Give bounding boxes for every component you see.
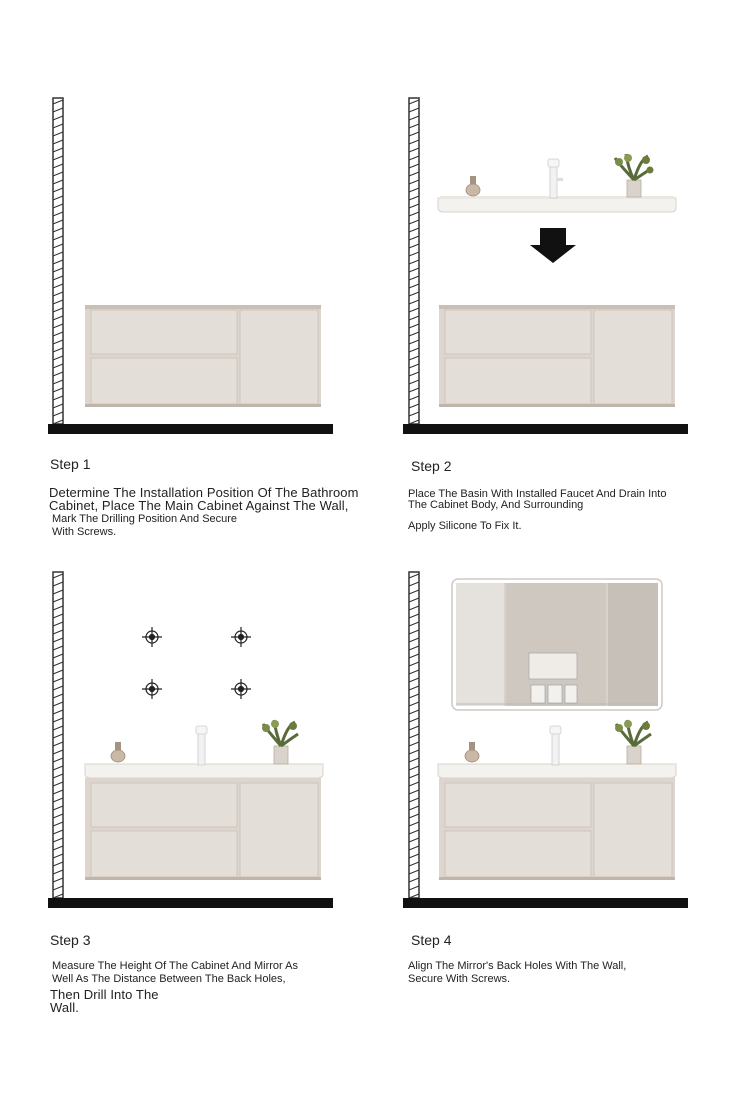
step-4-line-2: Secure With Screws. — [408, 973, 511, 985]
step-2-title: Step 2 — [411, 458, 452, 474]
step-1-title: Step 1 — [50, 456, 91, 472]
step-3-line-3: Then Drill Into The — [50, 987, 159, 1002]
floor — [403, 898, 688, 908]
step-1-line-2: Cabinet, Place The Main Cabinet Against The Wall, — [49, 498, 349, 513]
step-4-title: Step 4 — [411, 932, 452, 948]
step-1-line-3: Mark The Drilling Position And Secure — [52, 513, 238, 525]
potted-plant — [615, 720, 651, 764]
step-3-line-1: Measure The Height Of The Cabinet And Mirror As — [52, 960, 298, 972]
step-3-line-2: Well As The Distance Between The Back Holes, — [52, 973, 286, 985]
mirror-cabinet — [452, 579, 662, 710]
step-3-line-4: Wall. — [50, 1000, 79, 1015]
step-2-line-3: Apply Silicone To Fix It. — [408, 520, 522, 532]
step-2-line-2: The Cabinet Body, And Surrounding — [408, 499, 584, 511]
basin-top — [438, 764, 676, 778]
step-1-line-4: With Screws. — [52, 526, 117, 538]
step-1-line-1: Determine The Installation Position Of The Bathroom — [49, 485, 359, 500]
faucet — [550, 726, 561, 765]
step-2-line-1: Place The Basin With Installed Faucet And Drain Into — [408, 488, 667, 500]
cabinet — [439, 778, 675, 880]
step-3-title: Step 3 — [50, 932, 91, 948]
perfume-bottle — [465, 742, 479, 762]
step-4-line-1: Align The Mirror's Back Holes With The Wall, — [408, 960, 627, 972]
